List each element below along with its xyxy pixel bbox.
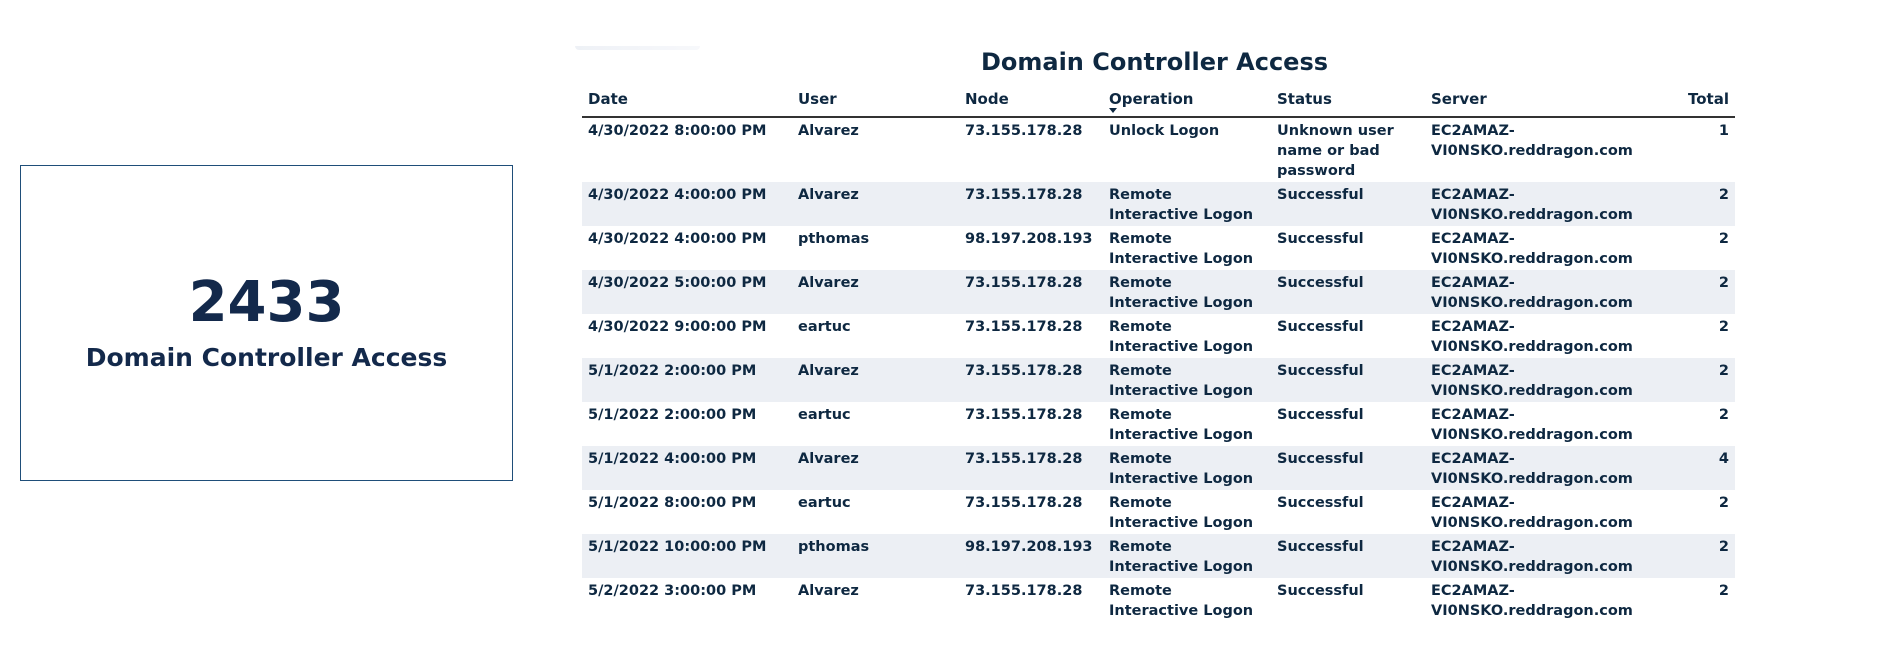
cell-date: 5/1/2022 4:00:00 PM	[582, 446, 792, 490]
cell-status: Successful	[1271, 534, 1425, 578]
cell-node: 73.155.178.28	[965, 123, 1083, 139]
cell-node: 73.155.178.28	[965, 319, 1083, 335]
cell-status: Successful	[1271, 270, 1425, 314]
cell-server: EC2AMAZ-VI0NSKO.reddragon.com	[1431, 123, 1633, 159]
header-row	[582, 84, 1735, 117]
column-header-total[interactable]: Total	[1675, 84, 1735, 117]
cell-server: EC2AMAZ-VI0NSKO.reddragon.com	[1431, 495, 1633, 531]
table-row[interactable]	[582, 402, 1735, 446]
cell-server: EC2AMAZ-VI0NSKO.reddragon.com	[1431, 583, 1633, 619]
cell-total: 2	[1675, 358, 1735, 402]
table-row[interactable]	[582, 578, 1735, 622]
cell-total: 1	[1718, 123, 1729, 139]
cell-date: 5/2/2022 3:00:00 PM	[588, 583, 757, 599]
cell-server: EC2AMAZ-VI0NSKO.reddragon.com	[1431, 319, 1633, 355]
column-header-server[interactable]: Server	[1425, 84, 1675, 117]
table-row[interactable]	[582, 182, 1735, 226]
cell-user: eartuc	[798, 495, 851, 511]
column-header-user[interactable]: User	[792, 84, 959, 117]
cell-date: 4/30/2022 4:00:00 PM	[588, 231, 767, 247]
cell-node: 98.197.208.193	[959, 534, 1103, 578]
cell-operation: Unlock Logon	[1109, 123, 1220, 139]
cell-node: 73.155.178.28	[965, 583, 1083, 599]
cell-status: Successful	[1277, 319, 1364, 335]
cell-total: 2	[1675, 270, 1735, 314]
cell-server: EC2AMAZ-VI0NSKO.reddragon.com	[1431, 407, 1633, 443]
table-title: Domain Controller Access	[980, 48, 1329, 76]
cell-date: 5/1/2022 10:00:00 PM	[582, 534, 792, 578]
cell-operation: Remote Interactive Logon	[1103, 182, 1271, 226]
table-row[interactable]	[582, 358, 1735, 402]
cell-total: 4	[1675, 446, 1735, 490]
cell-total: 2	[1718, 495, 1729, 511]
cell-server: EC2AMAZ-VI0NSKO.reddragon.com	[1431, 231, 1633, 267]
cell-date: 5/1/2022 2:00:00 PM	[588, 407, 757, 423]
cell-node: 73.155.178.28	[965, 407, 1083, 423]
cell-status: Successful	[1271, 182, 1425, 226]
table-row[interactable]	[582, 270, 1735, 314]
cell-user: pthomas	[792, 534, 959, 578]
column-header-date[interactable]: Date	[582, 84, 792, 117]
cell-server: EC2AMAZ-VI0NSKO.reddragon.com	[1425, 446, 1675, 490]
column-header-operation-label: Operation	[1109, 90, 1194, 108]
cell-user: Alvarez	[798, 583, 859, 599]
cell-total: 2	[1718, 407, 1729, 423]
cell-user: Alvarez	[798, 123, 859, 139]
cell-total: 2	[1718, 231, 1729, 247]
column-header-node[interactable]: Node	[959, 84, 1103, 117]
table-row[interactable]	[582, 314, 1735, 358]
table-visual[interactable]	[575, 46, 1904, 619]
cell-total: 2	[1675, 182, 1735, 226]
cell-node: 73.155.178.28	[965, 495, 1083, 511]
sort-descending-icon[interactable]	[1109, 108, 1117, 113]
table-row[interactable]	[582, 446, 1735, 490]
cell-operation: Remote Interactive Logon	[1103, 534, 1271, 578]
table-row[interactable]	[582, 117, 1735, 182]
cell-total: 2	[1675, 534, 1735, 578]
table-row[interactable]	[582, 226, 1735, 270]
cell-date: 5/1/2022 8:00:00 PM	[588, 495, 757, 511]
cell-server: EC2AMAZ-VI0NSKO.reddragon.com	[1425, 182, 1675, 226]
kpi-label: Domain Controller Access	[85, 342, 448, 372]
table-row[interactable]	[582, 490, 1735, 534]
kpi-value: 2433	[188, 269, 345, 335]
cell-date: 4/30/2022 5:00:00 PM	[582, 270, 792, 314]
cell-server: EC2AMAZ-VI0NSKO.reddragon.com	[1425, 270, 1675, 314]
cell-operation: Remote Interactive Logon	[1109, 231, 1254, 267]
table-row[interactable]	[582, 534, 1735, 578]
cell-status: Unknown user name or bad password	[1277, 123, 1394, 179]
column-header-operation[interactable]	[1103, 84, 1271, 117]
cell-user: eartuc	[798, 319, 851, 335]
cell-date: 5/1/2022 2:00:00 PM	[582, 358, 792, 402]
cell-status: Successful	[1271, 358, 1425, 402]
cell-date: 4/30/2022 4:00:00 PM	[582, 182, 792, 226]
cell-operation: Remote Interactive Logon	[1103, 358, 1271, 402]
cell-operation: Remote Interactive Logon	[1109, 583, 1254, 619]
cell-node: 73.155.178.28	[959, 358, 1103, 402]
cell-server: EC2AMAZ-VI0NSKO.reddragon.com	[1425, 534, 1675, 578]
cell-user: Alvarez	[792, 358, 959, 402]
column-header-status[interactable]: Status	[1271, 84, 1425, 117]
cell-user: Alvarez	[792, 446, 959, 490]
cell-date: 4/30/2022 8:00:00 PM	[588, 123, 767, 139]
cell-total: 2	[1718, 319, 1729, 335]
cell-operation: Remote Interactive Logon	[1109, 319, 1254, 355]
cell-node: 98.197.208.193	[965, 231, 1093, 247]
cell-date: 4/30/2022 9:00:00 PM	[588, 319, 767, 335]
table-scroll-area[interactable]	[582, 84, 1735, 619]
cell-status: Successful	[1277, 407, 1364, 423]
access-table	[582, 84, 1735, 622]
cell-operation: Remote Interactive Logon	[1109, 407, 1254, 443]
cell-user: eartuc	[798, 407, 851, 423]
cell-status: Successful	[1277, 583, 1364, 599]
cell-operation: Remote Interactive Logon	[1103, 446, 1271, 490]
cell-user: Alvarez	[792, 270, 959, 314]
cell-status: Successful	[1277, 231, 1364, 247]
cell-operation: Remote Interactive Logon	[1103, 270, 1271, 314]
cell-status: Successful	[1271, 446, 1425, 490]
cell-user: pthomas	[798, 231, 870, 247]
cell-node: 73.155.178.28	[959, 270, 1103, 314]
cell-node: 73.155.178.28	[959, 446, 1103, 490]
cell-operation: Remote Interactive Logon	[1109, 495, 1254, 531]
cell-total: 2	[1718, 583, 1729, 599]
kpi-card[interactable]	[20, 165, 513, 481]
cell-node: 73.155.178.28	[959, 182, 1103, 226]
cell-status: Successful	[1277, 495, 1364, 511]
cell-server: EC2AMAZ-VI0NSKO.reddragon.com	[1425, 358, 1675, 402]
cell-user: Alvarez	[792, 182, 959, 226]
